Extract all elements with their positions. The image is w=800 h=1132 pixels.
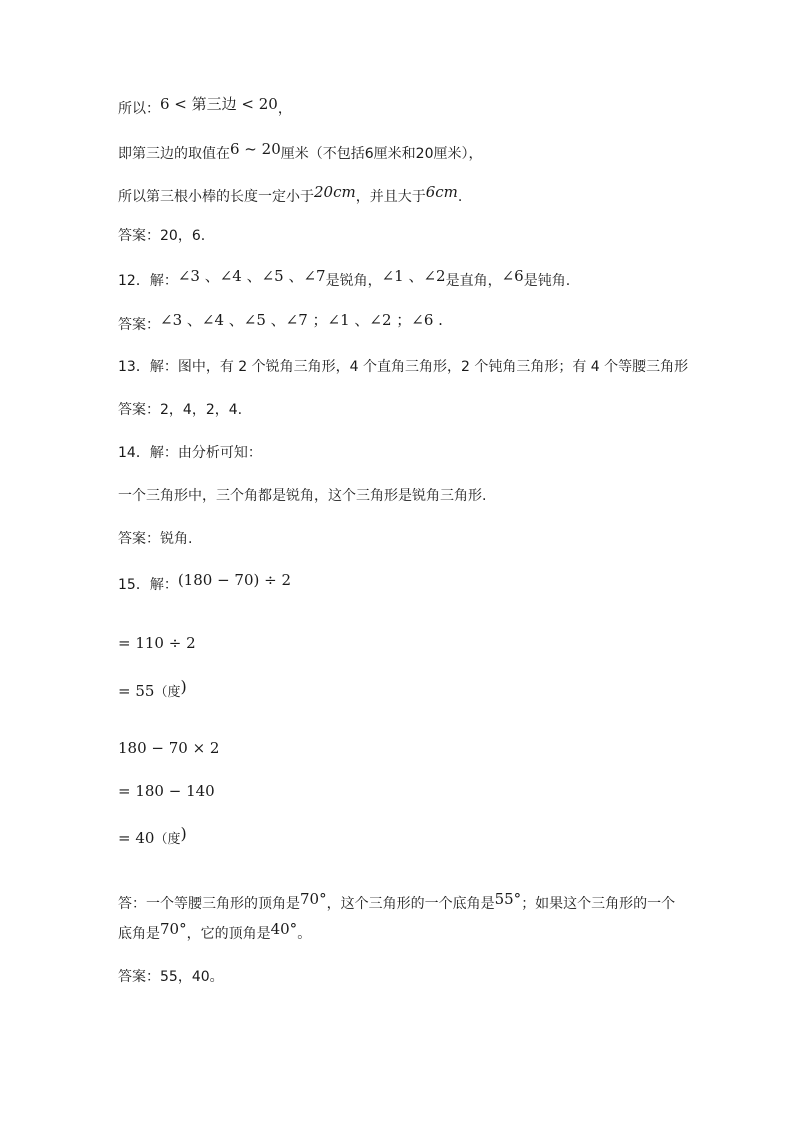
paren: ) (180, 824, 187, 843)
text: 是钝角. (523, 273, 571, 289)
math-expression: 55° (494, 890, 522, 908)
math-expression: 6 ~ 20 (230, 140, 281, 158)
text: ，它的顶角是 (186, 926, 271, 942)
text: 。 (297, 926, 312, 942)
math-expression: 6cm (425, 183, 458, 201)
answer-line: 答案：20，6. (118, 228, 206, 244)
text: 答：一个等腰三角形的顶角是 (118, 896, 300, 912)
math-expression: ∠6 (501, 267, 524, 285)
math-expression: = 55 (118, 682, 155, 700)
answer-line (118, 311, 443, 335)
text-line (118, 140, 483, 164)
question-number: 15．解： (118, 577, 178, 593)
math-expression: 6 < 第三边 < 20 (160, 95, 278, 113)
text: 厘米（不包括6厘米和20厘米）， (280, 146, 483, 162)
unit-label: （度 (154, 832, 181, 847)
text: . (457, 189, 463, 205)
math-expression: 20cm (314, 183, 356, 201)
math-expression: (180 − 70) ÷ 2 (177, 571, 292, 589)
math-expression: 40° (270, 920, 298, 938)
math-line: = 110 ÷ 2 (118, 634, 196, 652)
unit-label: （度 (154, 685, 181, 700)
paren: ) (180, 677, 187, 696)
text-line (118, 95, 292, 119)
math-line: 180 − 70 × 2 (118, 739, 220, 757)
math-expression: ∠3 、∠4 、∠5 、∠7 (177, 267, 326, 285)
math-expression: 70° (300, 890, 327, 908)
math-line (118, 677, 187, 703)
math-expression: ∠1 、∠2 (381, 267, 446, 285)
answer-line: 答案：锐角. (118, 531, 193, 547)
math-line: = 180 − 140 (118, 782, 215, 800)
text: ， (277, 101, 292, 117)
math-line (118, 824, 187, 850)
math-expression: = 40 (118, 829, 155, 847)
answer-line: 答案：2，4，2，4. (118, 402, 243, 418)
text-line: 13．解：图中，有 2 个锐角三角形，4 个直角三角形，2 个钝角三角形；有 4 个等腰三角形 (118, 359, 689, 375)
text: 是直角， (445, 273, 502, 289)
math-expression: ∠3 、∠4 、∠5 、∠7 ；∠1 、∠2 ；∠6 . (160, 311, 443, 329)
text-line (118, 890, 676, 914)
text: ；如果这个三角形的一个 (521, 896, 676, 912)
text: 所以第三根小棒的长度一定小于 (118, 189, 314, 205)
text: ，这个三角形的一个底角是 (326, 896, 495, 912)
answer-line: 答案：55，40。 (118, 969, 224, 985)
text: ，并且大于 (355, 189, 426, 205)
question-number: 12．解： (118, 273, 178, 289)
text: 是锐角， (325, 273, 382, 289)
text-line (118, 183, 463, 207)
text-line (118, 267, 571, 291)
text-line (118, 571, 292, 595)
text: 底角是 (118, 926, 160, 942)
text-line: 一个三角形中，三个角都是锐角，这个三角形是锐角三角形. (118, 488, 487, 504)
math-expression: 70° (160, 920, 187, 938)
text-line: 14．解：由分析可知： (118, 445, 262, 461)
text: 答案： (118, 317, 160, 333)
text-line (118, 920, 312, 944)
text: 即第三边的取值在 (118, 146, 230, 162)
text: 所以： (118, 101, 160, 117)
